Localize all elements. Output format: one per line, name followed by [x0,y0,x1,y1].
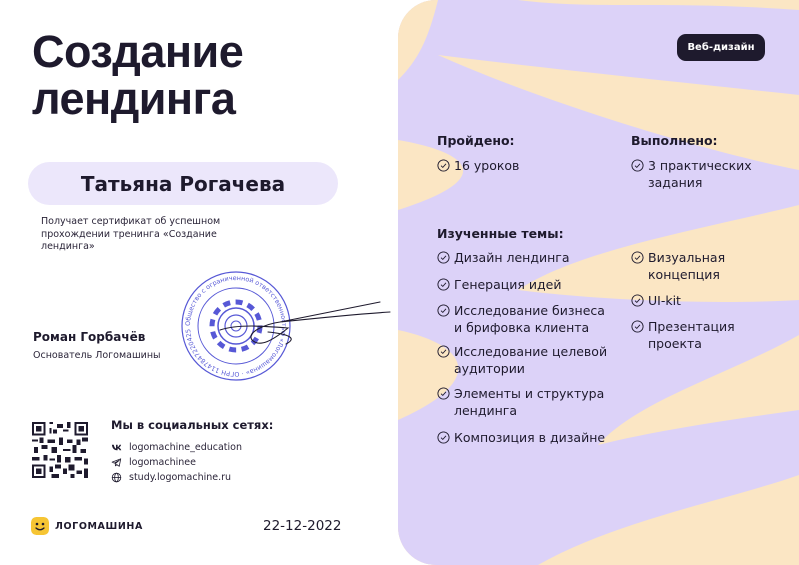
topic-label: Композиция в дизайне [454,430,606,445]
done-value: 3 практических задания [648,158,752,190]
done-item [631,157,752,191]
topic-item [631,292,681,309]
topics-heading: Изученные темы: [437,226,564,241]
social-website-label: study.logomachine.ru [129,472,232,483]
check-circle-icon [437,251,450,264]
topic-item [631,249,725,283]
topic-label: Исследование бизнеса и брифовка клиента [454,303,605,335]
social-item-website[interactable] [111,472,231,483]
signer-role: Основатель Логомашины [33,350,161,361]
topic-item [437,385,604,419]
topic-label: Элементы и структура лендинга [454,386,605,418]
check-circle-icon [631,294,644,307]
certificate-description: Получает сертификат об успешном прохождении тренинга «Создание лендинга» [41,216,221,252]
completed-item [437,157,519,174]
student-name: Татьяна Рогачева [80,171,286,196]
stamp-and-signature [168,268,400,390]
globe-icon [111,472,122,483]
check-circle-icon [631,159,644,172]
topic-label: Дизайн лендинга [454,250,570,265]
topic-item [437,276,561,293]
check-circle-icon [437,278,450,291]
topic-item [437,249,570,266]
stamp-ring-text: Общество с ограниченной ответственностью «Логомашина» · ОГРН 1147847220425 [183,273,289,379]
social-telegram-label: logomachinee [129,457,196,468]
logo-text: ЛОГОМАШИНА [55,520,143,532]
telegram-icon [111,457,122,468]
topic-label: Презентация проекта [648,319,735,351]
topic-item [437,343,607,377]
topic-label: Визуальная концепция [648,250,726,282]
topic-label: UI-kit [648,293,681,308]
social-title: Мы в социальных сетях: [111,418,274,432]
check-circle-icon [437,159,450,172]
check-circle-icon [437,431,450,444]
check-circle-icon [437,304,450,317]
logo[interactable] [31,517,143,535]
topic-item [437,302,605,336]
title-line-2: лендинга [32,73,236,124]
social-item-telegram[interactable] [111,457,196,468]
student-name-pill [28,162,338,205]
signature-icon [220,302,390,344]
qr-code[interactable] [32,422,88,478]
category-badge: Веб-дизайн [677,34,765,61]
title-line-1: Создание [32,26,244,77]
check-circle-icon [631,320,644,333]
vk-icon [111,442,122,453]
completed-heading: Пройдено: [437,133,515,148]
topic-label: Генерация идей [454,277,562,292]
social-item-vk[interactable] [111,442,242,453]
done-heading: Выполнено: [631,133,718,148]
check-circle-icon [437,345,450,358]
social-vk-label: logomachine_education [129,442,243,453]
completed-value: 16 уроков [454,158,520,173]
check-circle-icon [437,387,450,400]
issue-date: 22-12-2022 [263,518,342,534]
topic-item [631,318,735,352]
topic-label: Исследование целевой аудитории [454,344,608,376]
logo-face-icon [31,517,49,535]
topic-item [437,429,605,446]
company-stamp [182,272,290,380]
signer-name: Роман Горбачёв [33,330,146,344]
check-circle-icon [631,251,644,264]
certificate-title [32,28,243,122]
